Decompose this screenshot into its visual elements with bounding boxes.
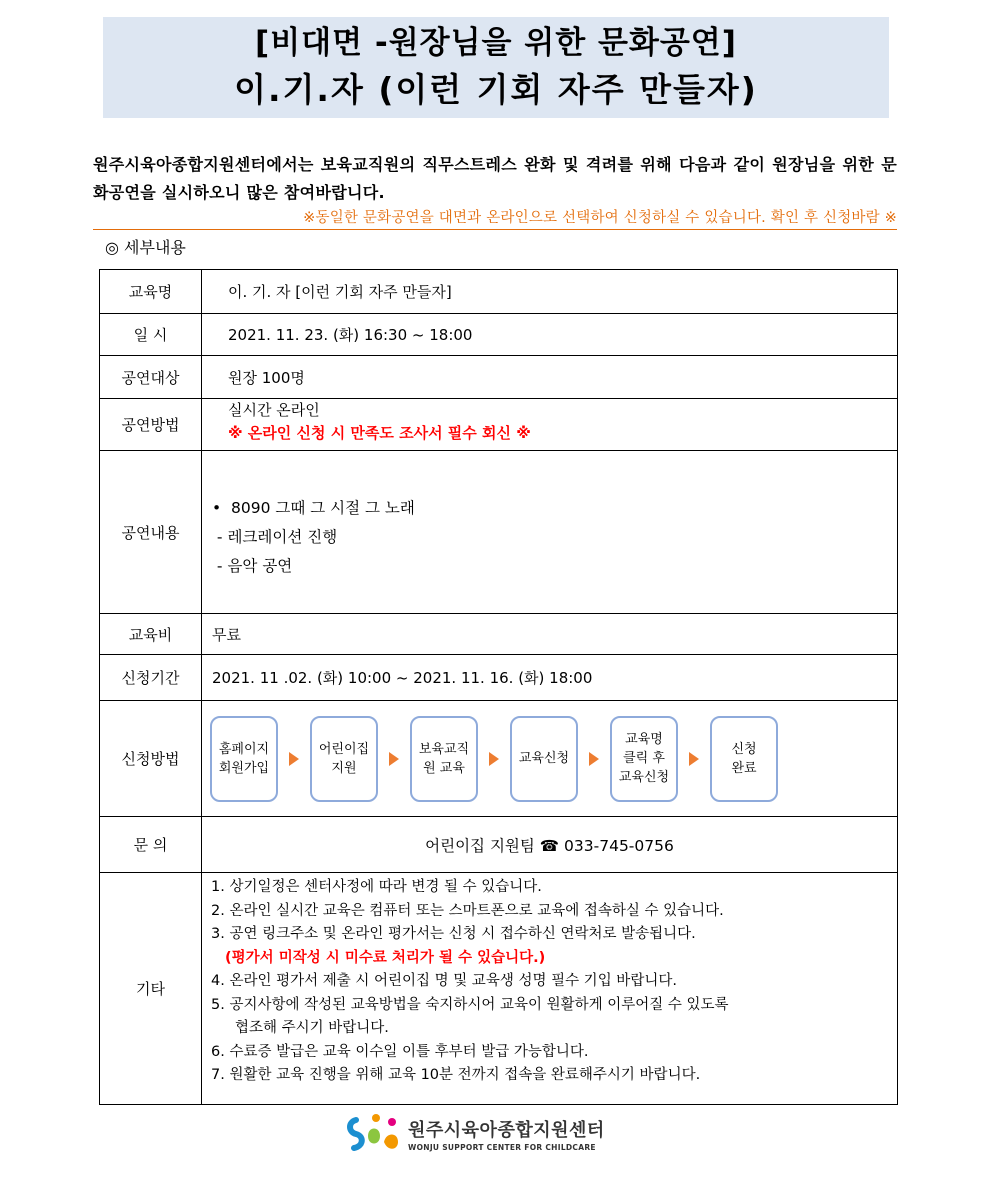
section-title: ◎ 세부내용 bbox=[105, 238, 186, 257]
content-sub1: - 레크레이션 진행 bbox=[212, 527, 338, 546]
etc-warning: (평가서 미작성 시 미수료 처리가 될 수 있습니다.) bbox=[225, 949, 546, 966]
content-sub2: - 음악 공연 bbox=[212, 556, 293, 575]
arrow-right-icon bbox=[689, 752, 699, 766]
step-signup-l1: 홈페이지 bbox=[218, 741, 270, 757]
label-title: 교육명 bbox=[100, 270, 202, 314]
apply-flow bbox=[202, 716, 897, 802]
step-click-course bbox=[610, 716, 678, 802]
row-date bbox=[100, 314, 898, 356]
step-staff-education bbox=[410, 716, 478, 802]
etc-item-continued: 협조해 주시기 바랍니다. bbox=[235, 1020, 389, 1037]
row-period bbox=[100, 655, 898, 701]
label-method: 공연방법 bbox=[100, 399, 202, 451]
step-daycare-l1: 어린이집 bbox=[318, 741, 370, 757]
etc-item: 2. 온라인 실시간 교육은 컴퓨터 또는 스마트폰으로 교육에 접속하실 수 있습니다. bbox=[211, 902, 724, 919]
footer-logo bbox=[346, 1112, 605, 1156]
center-logo-icon bbox=[346, 1112, 402, 1156]
arrow-right-icon bbox=[289, 752, 299, 766]
step-daycare bbox=[310, 716, 378, 802]
step-complete-l1: 신청 bbox=[731, 741, 757, 757]
step-staff-l1: 보육교직 bbox=[418, 741, 470, 757]
etc-item: 7. 원활한 교육 진행을 위해 교육 10분 전까지 접속을 완료해주시기 바랍니다. bbox=[211, 1067, 701, 1084]
label-content: 공연내용 bbox=[100, 451, 202, 614]
details-table bbox=[99, 269, 898, 1105]
step-signup-l2: 회원가입 bbox=[218, 760, 270, 776]
label-date: 일 시 bbox=[100, 314, 202, 356]
row-target bbox=[100, 356, 898, 399]
footer-center-english: WONJU SUPPORT CENTER FOR CHILDCARE bbox=[408, 1143, 596, 1152]
row-title bbox=[100, 270, 898, 314]
banner-title-line2: 이.기.자 (이런 기회 자주 만들자) bbox=[234, 70, 758, 109]
step-education-apply bbox=[510, 716, 578, 802]
value-period: 2021. 11 .02. (화) 10:00 ~ 2021. 11. 16. (화) 18:00 bbox=[202, 655, 898, 701]
label-etc: 기타 bbox=[100, 873, 202, 1105]
step-staff-l2: 원 교육 bbox=[423, 760, 465, 776]
value-etc bbox=[202, 873, 898, 1105]
row-etc bbox=[100, 873, 898, 1105]
banner-title-line1: [비대면 -원장님을 위한 문화공연] bbox=[255, 25, 737, 61]
notice-text: ※동일한 문화공연을 대면과 온라인으로 선택하여 신청하실 수 있습니다. 확인 후 신청바람 ※ bbox=[93, 207, 897, 230]
step-click-l1: 교육명 bbox=[625, 732, 663, 747]
row-contact bbox=[100, 817, 898, 873]
step-complete bbox=[710, 716, 778, 802]
value-fee: 무료 bbox=[202, 614, 898, 655]
row-method bbox=[100, 399, 898, 451]
method-note: ※ 온라인 신청 시 만족도 조사서 필수 회신 ※ bbox=[228, 423, 531, 442]
value-date: 2021. 11. 23. (화) 16:30 ~ 18:00 bbox=[202, 314, 898, 356]
etc-item: 1. 상기일정은 센터사정에 따라 변경 될 수 있습니다. bbox=[211, 879, 542, 896]
label-fee: 교육비 bbox=[100, 614, 202, 655]
title-banner bbox=[103, 17, 889, 118]
row-apply bbox=[100, 701, 898, 817]
row-content bbox=[100, 451, 898, 614]
step-signup bbox=[210, 716, 278, 802]
label-apply: 신청방법 bbox=[100, 701, 202, 817]
etc-item: 3. 공연 링크주소 및 온라인 평가서는 신청 시 접수하신 연락처로 발송됩니다. bbox=[211, 926, 696, 943]
row-fee bbox=[100, 614, 898, 655]
arrow-right-icon bbox=[489, 752, 499, 766]
arrow-right-icon bbox=[589, 752, 599, 766]
label-contact: 문 의 bbox=[100, 817, 202, 873]
value-content bbox=[202, 451, 898, 614]
value-apply bbox=[202, 701, 898, 817]
content-bullet: • 8090 그때 그 시절 그 노래 bbox=[212, 498, 415, 517]
etc-item: 5. 공지사항에 작성된 교육방법을 숙지하시어 교육이 원활하게 이루어질 수 있도록 bbox=[211, 996, 729, 1013]
label-target: 공연대상 bbox=[100, 356, 202, 399]
method-value: 실시간 온라인 bbox=[228, 400, 320, 419]
arrow-right-icon bbox=[389, 752, 399, 766]
step-daycare-l2: 지원 bbox=[331, 760, 357, 776]
value-target: 원장 100명 bbox=[202, 356, 898, 399]
step-click-l2: 클릭 후 bbox=[623, 751, 665, 766]
value-title: 이. 기. 자 [이런 기회 자주 만들자] bbox=[202, 270, 898, 314]
step-click-l3: 교육신청 bbox=[618, 770, 670, 785]
label-period: 신청기간 bbox=[100, 655, 202, 701]
step-complete-l2: 완료 bbox=[731, 760, 757, 776]
intro-paragraph: 원주시육아종합지원센터에서는 보육교직원의 직무스트레스 완화 및 격려를 위해 다음과 같이 원장님을 위한 문화공연을 실시하오니 많은 참여바랍니다. bbox=[93, 155, 897, 202]
footer-center-name: 원주시육아종합지원센터 bbox=[408, 1120, 605, 1141]
etc-item: 4. 온라인 평가서 제출 시 어린이집 명 및 교육생 성명 필수 기입 바랍니다. bbox=[211, 973, 677, 990]
value-contact: 어린이집 지원팀 ☎ 033-745-0756 bbox=[202, 817, 898, 873]
etc-item: 6. 수료증 발급은 교육 이수일 이틀 후부터 발급 가능합니다. bbox=[211, 1043, 589, 1060]
value-method bbox=[202, 399, 898, 451]
step-education-l1: 교육신청 bbox=[518, 751, 570, 766]
etc-list bbox=[202, 875, 897, 1102]
